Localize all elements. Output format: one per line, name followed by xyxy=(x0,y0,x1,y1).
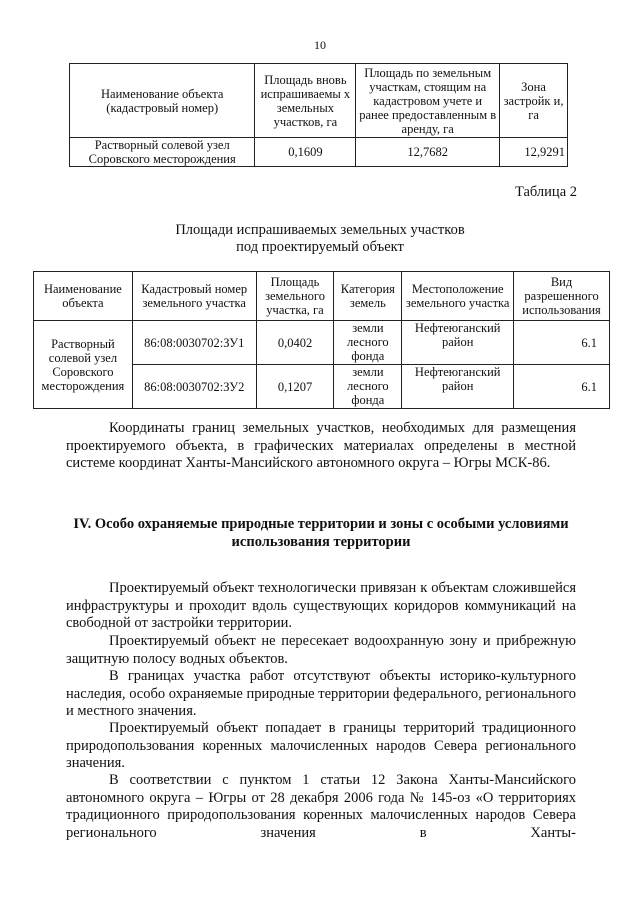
coordinates-paragraph xyxy=(66,420,576,473)
cell-cadastral: 86:08:0030702:ЗУ1 xyxy=(132,321,256,365)
header-category: Категория земель xyxy=(334,272,402,321)
header-use: Вид разрешенного использования xyxy=(514,272,610,321)
header-object-name: Наименование объекта (кадастровый номер) xyxy=(70,64,255,138)
cell-category: земли лесного фонда xyxy=(334,365,402,409)
cell-new-area: 0,1609 xyxy=(255,138,356,167)
cell-object-name: Растворный солевой узел Соровского месторождения xyxy=(70,138,255,167)
table-row xyxy=(34,321,610,365)
cell-object-name: Растворный солевой узел Соровского месторождения xyxy=(34,321,133,409)
page-number: 10 xyxy=(314,38,326,52)
cell-use: 6.1 xyxy=(514,365,610,409)
paragraph-text: В границах участка работ отсутствуют объекты историко-культурного наследия, особо охраняемые природные территории федерального, регионального и местного значения. xyxy=(66,668,576,719)
body-paragraph xyxy=(66,668,576,721)
header-area: Площадь земельного участка, га xyxy=(256,272,334,321)
header-cadastral: Кадастровый номер земельного участка xyxy=(132,272,256,321)
table-header-row xyxy=(34,272,610,321)
body-paragraph xyxy=(66,720,576,773)
land-area-table xyxy=(69,63,568,167)
paragraph-text: Проектируемый объект технологически привязан к объектам сложившейся инфраструктуры и проходит вдоль существующих коридоров коммуникаций на свободной от застройки территории. xyxy=(66,580,576,631)
body-paragraph xyxy=(66,580,576,633)
paragraph-text: Проектируемый объект попадает в границы территорий традиционного природопользования коренных малочисленных народов Севера регионального значения. xyxy=(66,720,576,771)
table-title-line: под проектируемый объект xyxy=(236,239,404,255)
table-row xyxy=(70,138,568,167)
paragraph-text: Координаты границ земельных участков, необходимых для размещения проектируемого объекта, в графических материалах определены в местной системе координат Ханты-Мансийского автономного округа – Югры МСК-86. xyxy=(66,420,576,471)
cell-registered-area: 12,7682 xyxy=(356,138,500,167)
body-paragraph xyxy=(66,633,576,668)
table-header-row xyxy=(70,64,568,138)
cell-location: Нефтеюганский район xyxy=(402,321,514,365)
cell-area: 0,1207 xyxy=(256,365,334,409)
cell-use: 6.1 xyxy=(514,321,610,365)
paragraph-text: Проектируемый объект не пересекает водоохранную зону и прибрежную защитную полосу водных объектов. xyxy=(66,633,576,667)
cell-cadastral: 86:08:0030702:ЗУ2 xyxy=(132,365,256,409)
body-paragraph xyxy=(66,772,576,842)
header-new-area: Площадь вновь испрашиваемы х земельных участков, га xyxy=(255,64,356,138)
table-title-line: Площади испрашиваемых земельных участков xyxy=(175,222,465,238)
header-registered-area: Площадь по земельным участкам, стоящим на кадастровом учете и ранее предоставленным в аренду, га xyxy=(356,64,500,138)
cell-area: 0,0402 xyxy=(256,321,334,365)
header-zone: Зона застройк и, га xyxy=(500,64,568,138)
section-heading: IV. Особо охраняемые природные территории и зоны с особыми условиями использования территории xyxy=(73,516,569,550)
requested-plots-table xyxy=(33,271,610,409)
table-title xyxy=(0,222,640,256)
cell-category: земли лесного фонда xyxy=(334,321,402,365)
paragraph-text: В соответствии с пунктом 1 статьи 12 Закона Ханты-Мансийского автономного округа – Югры от 28 декабря 2006 года № 145-оз «О территориях традиционного природопользования коренных малочисленных народов Севера регионального значения в Ханты- xyxy=(66,772,576,841)
cell-location: Нефтеюганский район xyxy=(402,365,514,409)
table-caption: Таблица 2 xyxy=(514,184,577,200)
cell-zone: 12,9291 xyxy=(500,138,568,167)
header-location: Местоположение земельного участка xyxy=(402,272,514,321)
header-object: Наименование объекта xyxy=(34,272,133,321)
